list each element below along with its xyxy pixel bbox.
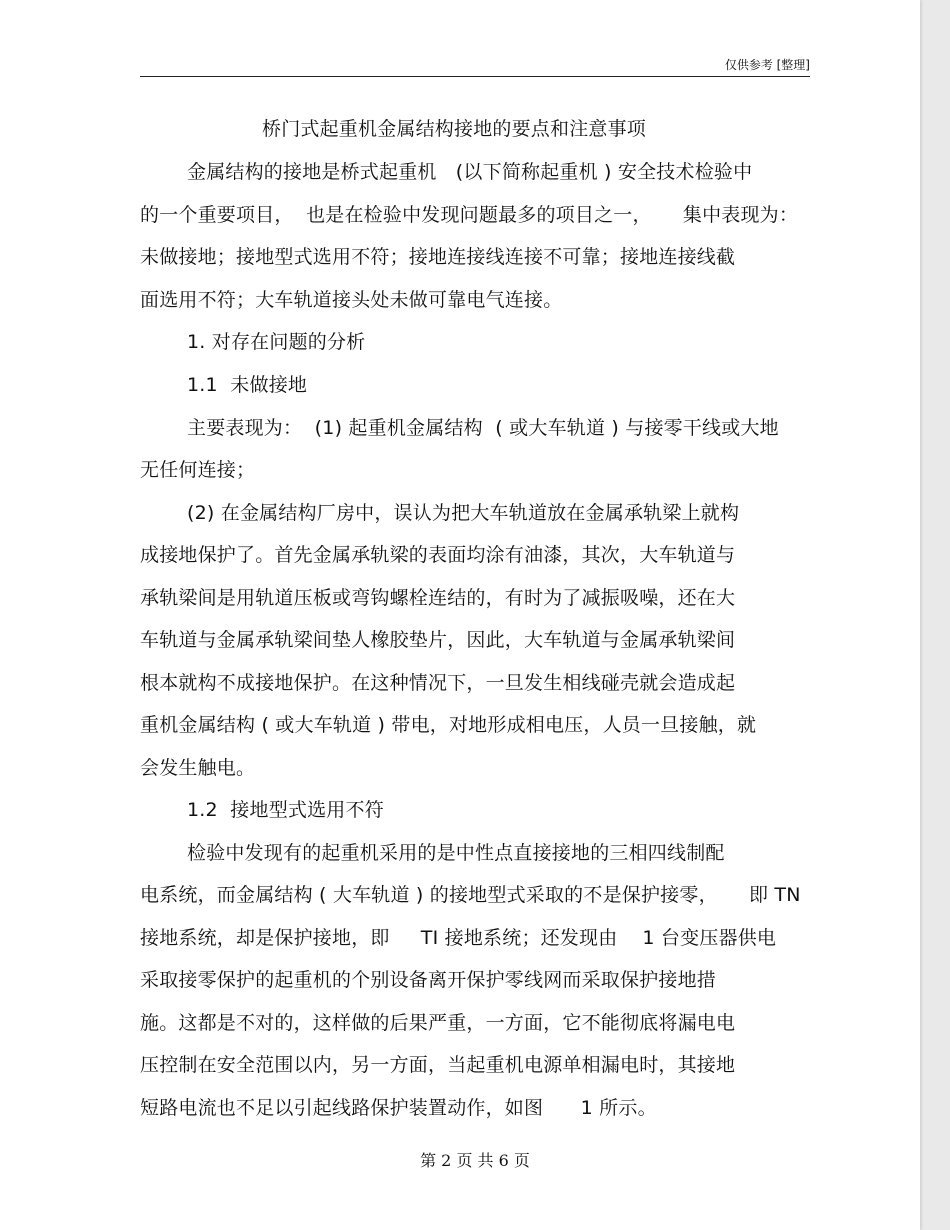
paragraph-line: 的一个重要项目， 也是在检验中发现问题最多的项目之一， 集中表现为：	[140, 204, 799, 226]
paragraph-line: 接地系统，却是保护接地，即 TI 接地系统；还发现由 1 台变压器供电	[140, 927, 777, 949]
header-note: 仅供参考 [整理]	[724, 58, 810, 72]
paragraph-line: 会发生触电。	[140, 757, 256, 779]
section-heading: 1. 对存在问题的分析	[187, 331, 366, 353]
paragraph-line: 根本就构不成接地保护。在这种情况下，一旦发生相线碰壳就会造成起	[140, 672, 736, 694]
subsection-heading: 1.2 接地型式选用不符	[187, 799, 384, 821]
paragraph-line: 车轨道与金属承轨梁间垫人橡胶垫片，因此，大车轨道与金属承轨梁间	[140, 629, 736, 651]
paragraph-line: 电系统，而金属结构 ( 大车轨道 ) 的接地型式采取的不是保护接零， 即 TN	[140, 884, 801, 906]
document-title: 桥门式起重机金属结构接地的要点和注意事项	[262, 118, 647, 140]
paragraph-line: 检验中发现有的起重机采用的是中性点直接接地的三相四线制配	[187, 842, 725, 864]
paragraph-line: 重机金属结构 ( 或大车轨道 ) 带电，对地形成相电压，人员一旦接触，就	[140, 714, 757, 736]
paragraph-line: 主要表现为： (1) 起重机金属结构 ( 或大车轨道 ) 与接零干线或大地	[187, 417, 779, 439]
paragraph-line: 压控制在安全范围以内，另一方面，当起重机电源单相漏电时，其接地	[140, 1054, 736, 1076]
paragraph-line: 短路电流也不足以引起线路保护装置动作，如图 1 所示。	[140, 1097, 657, 1119]
paragraph-line: 金属结构的接地是桥式起重机 (以下简称起重机 ) 安全技术检验中	[187, 161, 753, 183]
paragraph-line: (2) 在金属结构厂房中，误认为把大车轨道放在金属承轨梁上就构	[187, 502, 740, 524]
subsection-heading: 1.1 未做接地	[187, 374, 308, 396]
paragraph-line: 无任何连接；	[140, 459, 256, 481]
page-footer: 第 2 页 共 6 页	[420, 1151, 530, 1170]
header-rule	[140, 76, 810, 77]
paragraph-line: 未做接地；接地型式选用不符；接地连接线连接不可靠；接地连接线截	[140, 246, 736, 268]
paragraph-line: 承轨梁间是用轨道压板或弯钩螺栓连结的，有时为了减振吸噪，还在大	[140, 587, 736, 609]
paragraph-line: 成接地保护了。首先金属承轨梁的表面均涂有油漆，其次，大车轨道与	[140, 544, 736, 566]
paragraph-line: 面选用不符；大车轨道接头处未做可靠电气连接。	[140, 289, 563, 311]
paragraph-line: 施。这都是不对的，这样做的后果严重，一方面，它不能彻底将漏电电	[140, 1012, 736, 1034]
paragraph-line: 采取接零保护的起重机的个别设备离开保护零线网而采取保护接地措	[140, 969, 717, 991]
